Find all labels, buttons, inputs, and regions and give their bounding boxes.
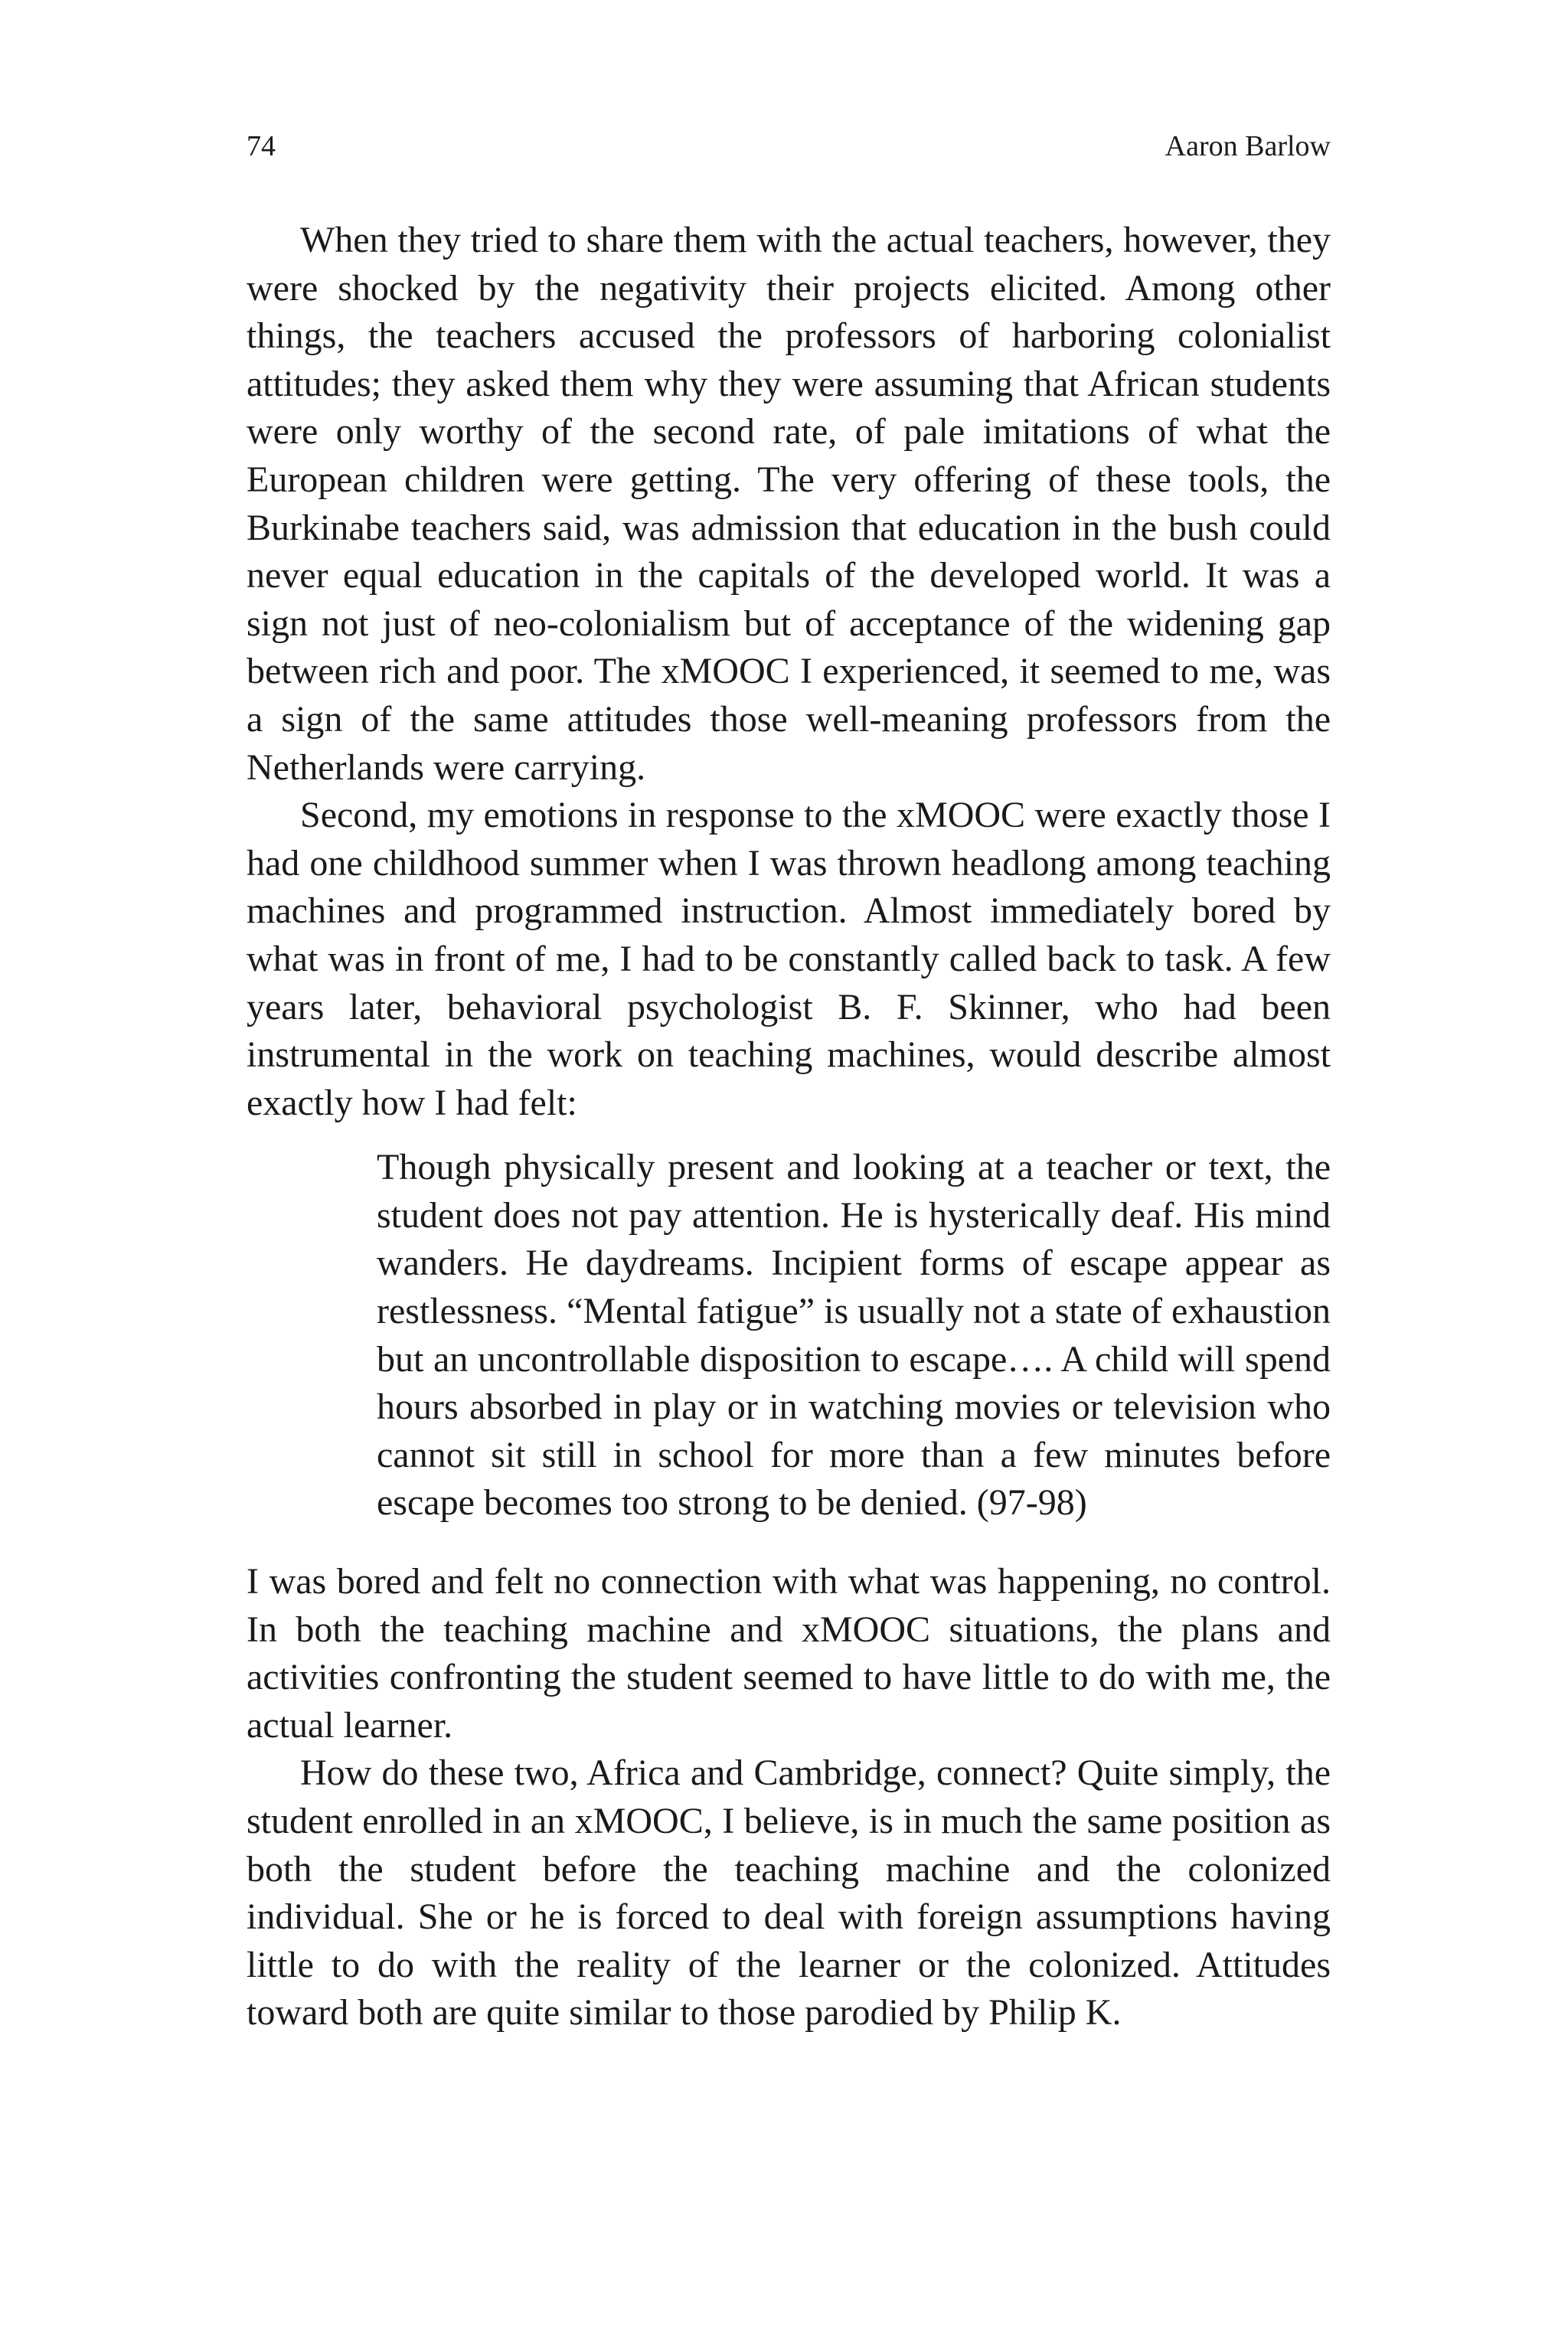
- paragraph-3: I was bored and felt no connection with what was happening, no control. In both the teaching machine and xMOOC situations, the plans and activities confronting the student seemed to have little to do with me, the actual learner.: [247, 1561, 1331, 1746]
- page-number: 74: [247, 130, 276, 162]
- body-text: [247, 217, 1331, 2037]
- paragraph-2: Second, my emotions in response to the xMOOC were exactly those I had one childhood summer when I was thrown headlong among teaching machines and programmed instruction. Almost immediately bored by what was in front of me, I had to be constantly called back to task. A few years later, behavioral psychologist B. F. Skinner, who had been instrumental in the work on teaching machines, would describe almost exactly how I had felt:: [247, 795, 1331, 1123]
- paragraph-1: When they tried to share them with the actual teachers, however, they were shocked by the negativity their projects elicited. Among other things, the teachers accused the professors of harboring colonialist attitudes; they asked them why they were assuming that African students were only worthy of the second rate, of pale imitations of what the European children were getting. The very offering of these tools, the Burkinabe teachers said, was admission that education in the bush could never equal education in the capitals of the developed world. It was a sign not just of neo-colonialism but of acceptance of the widening gap between rich and poor. The xMOOC I experienced, it seemed to me, was a sign of the same attitudes those well-meaning professors from the Netherlands were carrying.: [247, 220, 1331, 788]
- running-head-author: Aaron Barlow: [1165, 130, 1331, 162]
- block-quote: Though physically present and looking at a teacher or text, the student does not pay attention. He is hysterically deaf. His mind wanders. He daydreams. Incipient forms of escape appear as restlessness. “Mental fatigue” is usually not a state of exhaustion but an uncontrollable disposition to escape…. A child will spend hours absorbed in play or in watching movies or television who cannot sit still in school for more than a few minutes before escape becomes too strong to be denied. (97-98): [377, 1147, 1331, 1524]
- paragraph-4: How do these two, Africa and Cambridge, connect? Quite simply, the student enrolled in an xMOOC, I believe, is in much the same position as both the student before the teaching machine and the colonized individual. She or he is forced to deal with foreign assumptions having little to do with the reality of the learner or the colonized. Attitudes toward both are quite similar to those parodied by Philip K.: [247, 1753, 1331, 2034]
- running-head: [247, 127, 1331, 165]
